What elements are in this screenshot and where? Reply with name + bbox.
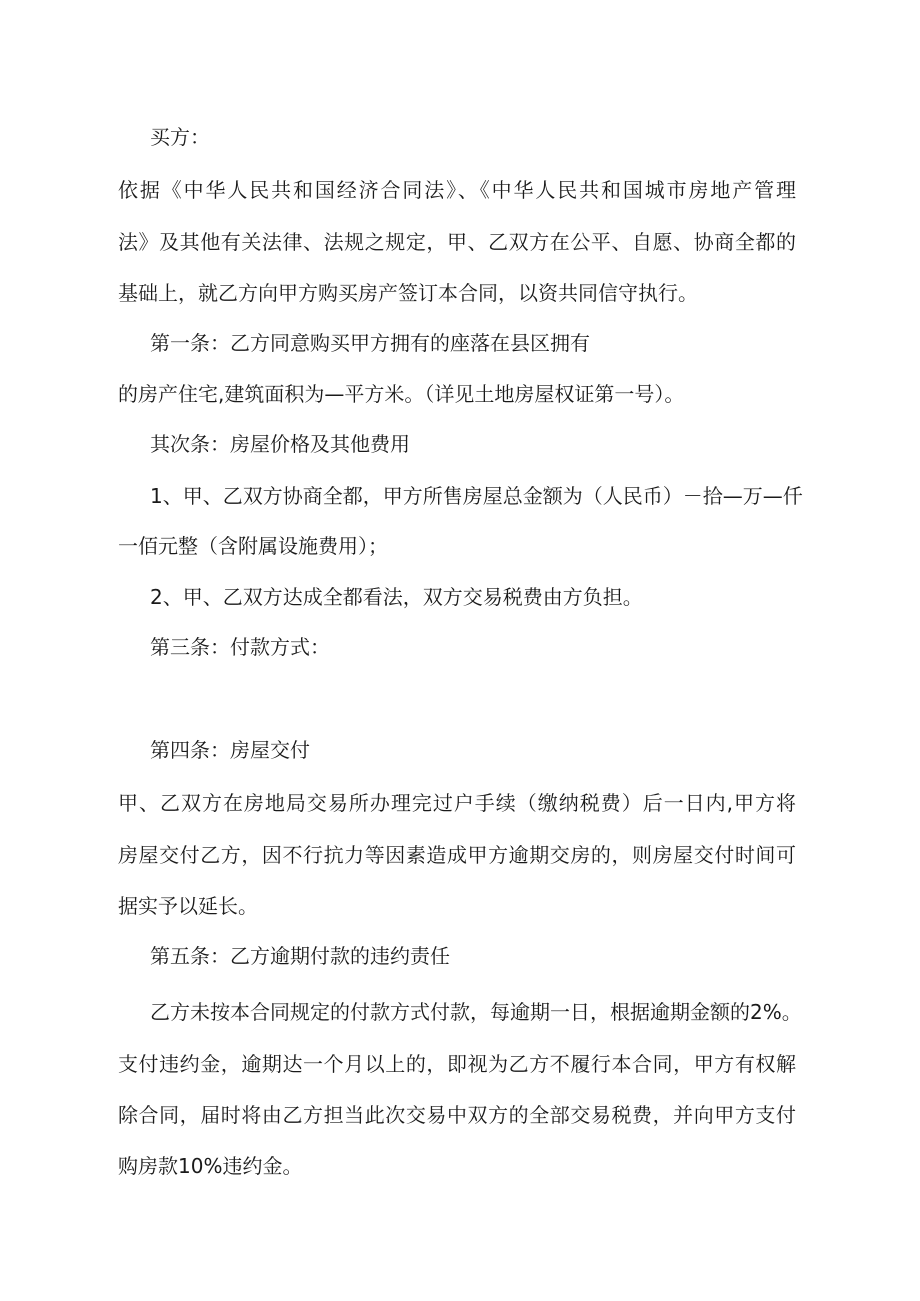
article2-item2: 2、甲、乙双方达成全都看法，双方交易税费由方负担。 [150, 585, 643, 609]
article2-title: 其次条：房屋价格及其他费用 [150, 432, 410, 456]
article3-title: 第三条：付款方式： [150, 635, 330, 659]
article5-body-line-1: 乙方未按本合同规定的付款方式付款，每逾期一日，根据逾期金额的2%。 [150, 1000, 802, 1024]
article5-body-line-2: 支付违约金，逾期达一个月以上的，即视为乙方不履行本合同，甲方有权解 [118, 1052, 796, 1076]
article5-title: 第五条：乙方逾期付款的违约责任 [150, 944, 450, 968]
article4-body-line-1: 甲、乙双方在房地局交易所办理完过户手续（缴纳税费）后一日内,甲方将 [118, 791, 796, 815]
article4-title: 第四条：房屋交付 [150, 738, 310, 762]
article4-body-line-3: 据实予以延长。 [118, 894, 258, 918]
article1-line-2: 的房产住宅,建筑面积为—平方米。（详见土地房屋权证第一号）。 [118, 382, 685, 406]
preamble-line-2: 法》及其他有关法律、法规之规定，甲、乙双方在公平、自愿、协商全都的 [118, 230, 796, 254]
preamble-line-3: 基础上，就乙方向甲方购买房产签订本合同，以资共同信守执行。 [118, 281, 698, 305]
article5-body-line-3: 除合同，届时将由乙方担当此次交易中双方的全部交易税费，并向甲方支付 [118, 1103, 796, 1127]
article2-item1-line-2: 一佰元整（含附属设施费用）； [118, 534, 388, 558]
article4-body-line-2: 房屋交付乙方，因不行抗力等因素造成甲方逾期交房的，则房屋交付时间可 [118, 843, 796, 867]
buyer-label: 买方： [150, 125, 210, 149]
preamble-line-1: 依据《中华人民共和国经济合同法》、《中华人民共和国城市房地产管理 [118, 178, 796, 202]
article1-line-1: 第一条：乙方同意购买甲方拥有的座落在县区拥有 [150, 331, 590, 355]
article5-body-line-4: 购房款10%违约金。 [118, 1154, 303, 1178]
article2-item1-line-1: 1、甲、乙双方协商全都，甲方所售房屋总金额为（人民币）－拾—万—仟 [150, 484, 803, 508]
